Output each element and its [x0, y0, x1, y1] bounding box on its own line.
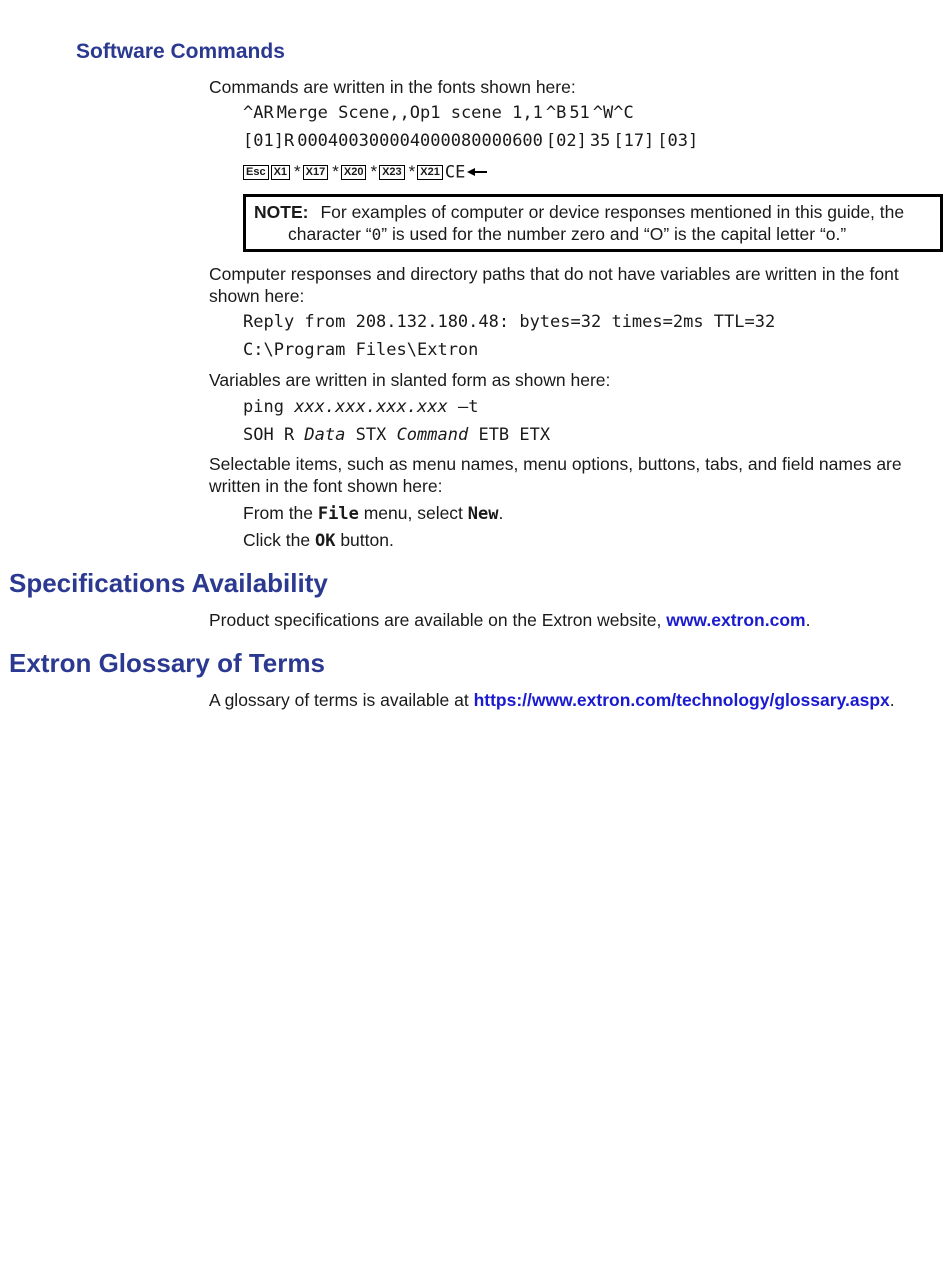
command-token: 51 [569, 103, 590, 123]
key-box: X21 [417, 165, 443, 180]
soh-part: ETB ETX [468, 425, 551, 445]
key-box: X1 [271, 165, 290, 180]
note-text-line-2 [254, 223, 932, 246]
command-token: [02] [545, 131, 587, 151]
command-example-line-3 [243, 160, 487, 183]
glossary-paragraph [209, 689, 929, 711]
soh-data-variable: Data [304, 425, 346, 445]
key-box: X20 [341, 165, 367, 180]
command-token: 00400 [389, 131, 441, 151]
file-menu-name: File [317, 504, 359, 524]
star-symbol: * [332, 162, 339, 182]
glossary-end: . [889, 690, 895, 710]
left-arrow-icon [467, 167, 487, 177]
note-text-line-1: For examples of computer or device responses mentioned in this guide, the [320, 202, 905, 222]
command-token: 00300 [338, 131, 390, 151]
soh-command-variable: Command [396, 425, 469, 445]
file-menu-example [243, 502, 503, 525]
file-line-text: menu, select [358, 503, 468, 523]
star-symbol: * [408, 162, 416, 182]
glossary-heading: Extron Glossary of Terms [9, 648, 325, 678]
star-symbol: * [294, 162, 301, 182]
extron-website-link[interactable]: www.extron.com [666, 610, 806, 630]
command-example-line-1 [243, 102, 634, 124]
ping-variable: xxx.xxx.xxx.xxx [294, 397, 448, 417]
glossary-text: A glossary of terms is available at [209, 690, 474, 710]
command-token: 0004 [297, 131, 339, 151]
reply-example: Reply from 208.132.180.48: bytes=32 times=2ms TTL=32 [243, 312, 776, 332]
ping-cmd: ping [243, 397, 295, 417]
specifications-paragraph [209, 609, 929, 631]
note-text: character “ [288, 224, 372, 244]
file-line-text: . [498, 503, 504, 523]
ok-button-example [243, 529, 394, 552]
specifications-heading: Specifications Availability [9, 568, 328, 598]
key-box: X17 [303, 165, 329, 180]
command-token: 00800 [440, 131, 492, 151]
commands-intro: Commands are written in the fonts shown here: [209, 77, 576, 97]
note-box [243, 194, 943, 252]
command-token: R [283, 131, 295, 151]
note-text: ” is used for the number zero and “O” is the capital letter “o.” [381, 224, 847, 244]
ping-flag: —t [447, 397, 479, 417]
soh-part: SOH R [243, 425, 305, 445]
responses-paragraph: Computer responses and directory paths that do not have variables are written in the font shown here: [209, 264, 899, 306]
command-token: 35 [589, 131, 611, 151]
command-token: 00600 [491, 131, 543, 151]
command-token: [17] [613, 131, 655, 151]
specs-end: . [805, 610, 811, 630]
file-line-text: From the [243, 503, 318, 523]
soh-part: STX [345, 425, 397, 445]
note-zero-code: 0 [371, 225, 382, 244]
note-label: NOTE: [254, 202, 309, 222]
specs-text: Product specifications are available on the Extron website, [209, 610, 667, 630]
key-box: X23 [379, 165, 405, 180]
ok-button-name: OK [314, 531, 336, 551]
command-token: ^AR [243, 103, 274, 123]
selectable-paragraph: Selectable items, such as menu names, menu options, buttons, tabs, and field names are written in the font shown here: [209, 454, 902, 496]
soh-example [243, 424, 550, 446]
glossary-link[interactable]: https://www.extron.com/technology/glossary.aspx [473, 690, 890, 710]
command-token: [01] [243, 131, 284, 151]
path-example: C:\Program Files\Extron [243, 340, 479, 360]
command-tail: CE [444, 162, 466, 183]
command-token: ^W^C [592, 103, 634, 123]
command-example-line-2 [243, 130, 698, 152]
variables-paragraph: Variables are written in slanted form as shown here: [209, 370, 611, 390]
ping-example [243, 396, 478, 418]
command-token: ^B [545, 103, 567, 123]
key-box: Esc [243, 165, 269, 180]
command-token: Merge Scene,,Op1 scene 1,1 [276, 103, 543, 123]
ok-line-text: button. [335, 530, 394, 550]
ok-line-text: Click the [243, 530, 315, 550]
command-token: [03] [657, 131, 699, 151]
software-commands-heading: Software Commands [76, 40, 285, 63]
new-menu-option: New [467, 504, 499, 524]
star-symbol: * [370, 162, 378, 182]
